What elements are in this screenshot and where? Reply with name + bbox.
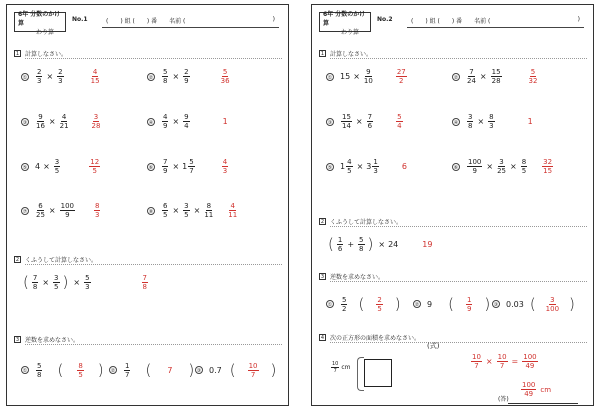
problem-5: ⑤ 1 $\frac{4}{5}$ × 3 1 3 6 — [327, 158, 407, 175]
problem-2: ② $\frac{7}{24}$ × $\frac{15}{28}$ 5 32 — [453, 68, 538, 85]
section-2-problem: ( 1 6 + $\frac{5}{8}$ ) × 24 19 — [328, 235, 433, 253]
answer-1: 4 15 — [90, 68, 100, 85]
reciprocal-2: ② 1 7 ( 7 ) — [110, 361, 195, 379]
problem-2: ② $\frac{5}{8}$ × $\frac{2}{9}$ 5 36 — [148, 68, 230, 85]
section-2-problem: ( $\frac{7}{8}$ × $\frac{3}{5}$ ) × $\frac{5}{3}$ 7 8 — [23, 273, 147, 291]
reciprocal-2: ② 9 ( 1 9 ) — [414, 295, 491, 313]
name-underline — [102, 27, 279, 28]
answer-6: 4 3 — [222, 158, 228, 175]
problem-1: ① $\frac{2}{3}$ × $\frac{2}{3}$ 4 15 — [22, 68, 100, 85]
problem-4: ④ $\frac{4}{9}$ × $\frac{9}{4}$ 1 — [148, 113, 228, 130]
answer-3: 3 28 — [91, 113, 101, 130]
side-bracket — [357, 357, 364, 391]
title-tag: 6年 分数のかけ算 わり算 — [319, 12, 371, 32]
formula: $\frac{10}{7}$ × $\frac{10}{7}$ = $\frac{100}{49}$ — [472, 353, 537, 370]
section-1-title: 1 計算しなさい。 — [320, 51, 373, 58]
topic-label: 分数のかけ算 — [18, 10, 61, 27]
section-3-title: 3 逆数を求めなさい。 — [320, 274, 385, 281]
answer-7: 8 3 — [95, 202, 100, 219]
worksheet-no1 — [6, 4, 289, 406]
worksheet-no2 — [311, 4, 594, 406]
section-4-title: 4 次の正方形の面積を求めなさい。 — [320, 335, 421, 342]
answer-8: 4 11 — [228, 202, 238, 219]
problem-3: ③ $\frac{9}{16}$ × $\frac{4}{21}$ 3 28 — [22, 113, 101, 130]
sheet-number: No.2 — [377, 16, 393, 23]
topic2-label: わり算 — [36, 28, 55, 36]
problem-5: ⑤ 4 × $\frac{3}{5}$ 12 5 — [22, 158, 100, 175]
problem-8: ⑧ $\frac{6}{5}$ × $\frac{3}{5}$ × $\frac{8}{11}$ 4 11 — [148, 202, 238, 219]
reciprocal-1: ① 5 8 ( 8 5 ) — [22, 361, 104, 379]
worksheet-header: 6年 分数のかけ算 わり算 No.1 ( ) 組 ( ) 番 名前 ( ) — [14, 12, 281, 34]
square-figure — [364, 359, 392, 387]
answer-underline — [508, 403, 578, 404]
section-2-title: 2 くふうして計算しなさい。 — [320, 219, 403, 226]
grade-label: 6年 — [18, 10, 29, 18]
problem-4: ④ $\frac{3}{8}$ × $\frac{8}{3}$ 1 — [453, 113, 533, 130]
answer-5: 12 5 — [90, 158, 100, 175]
section-3-title: 3 逆数を求めなさい。 — [15, 337, 80, 344]
problem-1: ① 15 × $\frac{9}{10}$ 27 2 — [327, 68, 406, 85]
sheet-number: No.1 — [72, 16, 88, 23]
problem-3: ③ $\frac{15}{14}$ × $\frac{7}{6}$ 5 4 — [327, 113, 402, 130]
answer-4: 1 — [222, 117, 228, 126]
section-2-answer: 7 8 — [142, 273, 147, 291]
area-answer: 100 49 cm — [522, 381, 552, 398]
answer-label: (答) — [498, 396, 509, 403]
section-2-title: 2 くふうして計算しなさい。 — [15, 257, 98, 264]
square-side-label: 10 7 cm — [332, 361, 351, 374]
reciprocal-1: ① 5 2 ( 2 5 ) — [327, 295, 401, 313]
problem-7: ⑦ $\frac{6}{25}$ × $\frac{100}{9}$ 8 3 — [22, 202, 100, 219]
name-line: ( ) 組 ( ) 番 名前 ( — [106, 18, 186, 25]
reciprocal-3: ③ 0.7 ( 10 7 ) — [196, 361, 277, 379]
section-1-title: 1 計算しなさい。 — [15, 51, 68, 58]
title-tag — [14, 10, 66, 36]
problem-6: ⑥ $\frac{100}{9}$ × $\frac{3}{25}$ × $\frac{8}{5}$ 32 15 — [453, 158, 553, 175]
reciprocal-3: ③ 0.03 ( 3 100 ) — [493, 295, 575, 313]
worksheet-header: 6年 分数のかけ算 わり算 No.2 ( ) 組 ( ) 番 名前 ( ) — [319, 12, 586, 34]
problem-6: ⑥ $\frac{7}{9}$ × 1 5 7 4 3 — [148, 158, 228, 175]
name-line: ( ) 組 ( ) 番 名前 ( — [411, 18, 491, 25]
formula-label: (式) — [427, 342, 440, 350]
answer-2: 5 36 — [220, 68, 230, 85]
